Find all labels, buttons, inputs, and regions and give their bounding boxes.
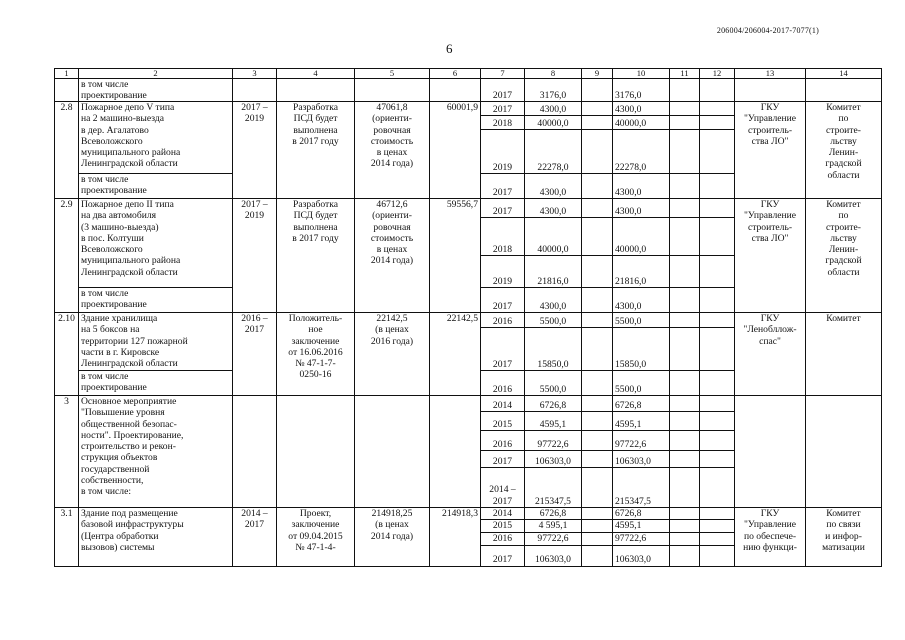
amount-c11: [670, 396, 700, 412]
column-number: 6: [430, 69, 481, 79]
amount-c12: [700, 451, 735, 468]
item-number: [55, 79, 79, 102]
amount-c11: [670, 545, 700, 566]
amount-total: 4300,0: [525, 174, 582, 199]
year-cell: 2017: [481, 174, 525, 199]
amount-c11: [670, 130, 700, 174]
amount-c11: [670, 174, 700, 199]
amount-c12: [700, 174, 735, 199]
amount-c10: 22278,0: [613, 130, 670, 174]
amount-c10: 4300,0: [613, 199, 670, 218]
amount-c10: 97722,6: [613, 431, 670, 451]
amount-c10: 4300,0: [613, 102, 670, 116]
year-cell: 2017: [481, 199, 525, 218]
year-cell: 2017: [481, 545, 525, 566]
column-number: 7: [481, 69, 525, 79]
amount-c11: [670, 520, 700, 532]
column-number: 4: [277, 69, 355, 79]
column-number: 5: [355, 69, 430, 79]
amount-c11: [670, 328, 700, 371]
amount-c9: [582, 313, 613, 328]
amount-c9: [582, 199, 613, 218]
item-name: Основное мероприятие "Повышение уровня общественной безопас- ности". Проектирование, строительство и рекон- струкция объектов государственной собственности, в том числе:: [79, 396, 233, 508]
amount-c11: [670, 412, 700, 431]
project-document: Положитель- ное заключение от 16.06.2016 № 47-1-7- 0250-16: [277, 313, 355, 396]
amount-total: 15850,0: [525, 328, 582, 371]
amount-c10: 4300,0: [613, 174, 670, 199]
amount-c9: [582, 130, 613, 174]
amount-c10: 5500,0: [613, 313, 670, 328]
estimated-cost: 46712,6 (ориенти- ровочная стоимость в ценах 2014 года): [355, 199, 430, 313]
year-cell: 2018: [481, 116, 525, 130]
amount-c11: [670, 508, 700, 520]
amount-c12: [700, 396, 735, 412]
executor: ГКУ "Управление строитель- ства ЛО": [735, 199, 806, 313]
column-number: 8: [525, 69, 582, 79]
item-name: в том числе проектирование: [79, 79, 233, 102]
amount-total: 4595,1: [525, 412, 582, 431]
amount-total: 40000,0: [525, 116, 582, 130]
year-cell: 2017: [481, 102, 525, 116]
amount-c11: [670, 256, 700, 288]
amount-c11: [670, 532, 700, 545]
amount-c11: [670, 468, 700, 508]
amount-c9: [582, 79, 613, 102]
amount-c12: [700, 371, 735, 396]
amount-c12: [700, 412, 735, 431]
estimated-cost: 22142,5 (в ценах 2016 года): [355, 313, 430, 396]
amount-c10: 40000,0: [613, 218, 670, 256]
amount-total: 106303,0: [525, 545, 582, 566]
amount-c9: [582, 116, 613, 130]
amount-total: 4 595,1: [525, 520, 582, 532]
responsible-body: Комитет: [806, 313, 882, 396]
item-number: 3.1: [55, 508, 79, 567]
amount-c10: 4595,1: [613, 520, 670, 532]
program-table: [54, 68, 882, 567]
subitem-label: в том числе проектирование: [79, 288, 233, 313]
amount-total: 4300,0: [525, 199, 582, 218]
year-cell: 2014: [481, 508, 525, 520]
amount-c9: [582, 431, 613, 451]
amount-total: 22278,0: [525, 130, 582, 174]
column-number: 13: [735, 69, 806, 79]
cost-current-prices: 22142,5: [430, 313, 481, 396]
amount-c12: [700, 545, 735, 566]
column-number: 3: [233, 69, 277, 79]
amount-total: 40000,0: [525, 218, 582, 256]
period: 2016 – 2017: [233, 313, 277, 396]
amount-total: 21816,0: [525, 256, 582, 288]
responsible: [806, 79, 882, 102]
table-row: [55, 313, 882, 328]
amount-c11: [670, 451, 700, 468]
amount-c9: [582, 102, 613, 116]
cost-current-prices: [430, 396, 481, 508]
project-document: Разработка ПСД будет выполнена в 2017 году: [277, 102, 355, 199]
amount-c10: 6726,8: [613, 508, 670, 520]
amount-c9: [582, 174, 613, 199]
amount-c12: [700, 508, 735, 520]
amount-total: 5500,0: [525, 313, 582, 328]
year-cell: 2017: [481, 288, 525, 313]
responsible-body: [806, 396, 882, 508]
amount-total: 3176,0: [525, 79, 582, 102]
amount-c12: [700, 313, 735, 328]
year-cell: 2015: [481, 520, 525, 532]
amount-c12: [700, 218, 735, 256]
project-document: Разработка ПСД будет выполнена в 2017 году: [277, 199, 355, 313]
amount-c9: [582, 451, 613, 468]
amount-c11: [670, 218, 700, 256]
amount-c12: [700, 532, 735, 545]
year-cell: 2014 – 2017: [481, 468, 525, 508]
executor: [735, 79, 806, 102]
amount-total: 4300,0: [525, 288, 582, 313]
amount-c10: 6726,8: [613, 396, 670, 412]
amount-c12: [700, 288, 735, 313]
subitem-label: в том числе проектирование: [79, 174, 233, 199]
column-number: 2: [79, 69, 233, 79]
item-name: Пожарное депо V типа на 2 машино-выезда в дер. Агалатово Всеволожского муниципального района Ленинградской области: [79, 102, 233, 174]
cost-current: [430, 79, 481, 102]
table-row: [55, 102, 882, 116]
estimated-cost: 47061,8 (ориенти- ровочная стоимость в ценах 2014 года): [355, 102, 430, 199]
table-row: [55, 199, 882, 218]
amount-c9: [582, 371, 613, 396]
year-cell: 2016: [481, 532, 525, 545]
project-document: Проект, заключение от 09.04.2015 № 47-1-4-: [277, 508, 355, 567]
table-row: [55, 396, 882, 412]
page-number: 6: [446, 41, 453, 56]
year-cell: 2015: [481, 412, 525, 431]
amount-c9: [582, 468, 613, 508]
year-cell: 2016: [481, 313, 525, 328]
period: 2017 – 2019: [233, 199, 277, 313]
item-name: Пожарное депо II типа на два автомобиля (3 машино-выезда) в пос. Колтуши Всеволожского муниципального района Ленинградской области: [79, 199, 233, 288]
responsible-body: Комитет по связи и инфор- матизации: [806, 508, 882, 567]
amount-c9: [582, 532, 613, 545]
document: [277, 79, 355, 102]
amount-c10: 15850,0: [613, 328, 670, 371]
amount-total: 5500,0: [525, 371, 582, 396]
amount-c10: 106303,0: [613, 451, 670, 468]
amount-c10: 4300,0: [613, 288, 670, 313]
amount-total: 97722,6: [525, 431, 582, 451]
amount-c9: [582, 218, 613, 256]
amount-c9: [582, 508, 613, 520]
column-number: 11: [670, 69, 700, 79]
period: 2017 – 2019: [233, 102, 277, 199]
year-cell: 2019: [481, 130, 525, 174]
amount-c9: [582, 328, 613, 371]
subitem-label: в том числе проектирование: [79, 371, 233, 396]
amount-c11: [670, 371, 700, 396]
amount-c11: [670, 79, 700, 102]
amount-c12: [700, 328, 735, 371]
period: [233, 396, 277, 508]
column-number: 9: [582, 69, 613, 79]
amount-c10: 97722,6: [613, 532, 670, 545]
estimated-cost: [355, 396, 430, 508]
amount-c9: [582, 396, 613, 412]
cost-current-prices: 59556,7: [430, 199, 481, 313]
item-number: 2.10: [55, 313, 79, 396]
project-document: [277, 396, 355, 508]
amount-c11: [670, 199, 700, 218]
amount-c12: [700, 130, 735, 174]
amount-c11: [670, 313, 700, 328]
column-number: 14: [806, 69, 882, 79]
item-name: Здание хранилища на 5 боксов на территории 127 пожарной части в г. Кировске Ленинградской области: [79, 313, 233, 371]
amount-c10: 40000,0: [613, 116, 670, 130]
item-name: Здание под размещение базовой инфраструктуры (Центра обработки вызовов) системы: [79, 508, 233, 567]
responsible-body: Комитет по строите- льству Ленин- градской области: [806, 102, 882, 199]
executor: ГКУ "Ленобллож- спас": [735, 313, 806, 396]
cost: [355, 79, 430, 102]
amount-c12: [700, 468, 735, 508]
period: 2014 – 2017: [233, 508, 277, 567]
amount-c10: 21816,0: [613, 256, 670, 288]
amount-c10: 215347,5: [613, 468, 670, 508]
amount-c12: [700, 520, 735, 532]
year-cell: 2017: [481, 79, 525, 102]
column-numbers-row: [55, 69, 882, 79]
amount-total: 106303,0: [525, 451, 582, 468]
amount-c9: [582, 256, 613, 288]
amount-c10: 4595,1: [613, 412, 670, 431]
amount-c9: [582, 545, 613, 566]
item-number: 3: [55, 396, 79, 508]
amount-c12: [700, 199, 735, 218]
year-cell: 2018: [481, 218, 525, 256]
amount-total: 4300,0: [525, 102, 582, 116]
item-number: 2.9: [55, 199, 79, 313]
executor: ГКУ "Управление по обеспече- нию функци-: [735, 508, 806, 567]
year-cell: 2016: [481, 431, 525, 451]
amount-c11: [670, 102, 700, 116]
table-row: [55, 79, 882, 102]
amount-c12: [700, 116, 735, 130]
amount-c12: [700, 256, 735, 288]
amount-c10: 106303,0: [613, 545, 670, 566]
table-row: [55, 508, 882, 520]
column-number: 12: [700, 69, 735, 79]
responsible-body: Комитет по строите- льству Ленин- градской области: [806, 199, 882, 313]
amount-c12: [700, 431, 735, 451]
amount-total: 97722,6: [525, 532, 582, 545]
amount-c12: [700, 79, 735, 102]
column-number: 10: [613, 69, 670, 79]
estimated-cost: 214918,25 (в ценах 2014 года): [355, 508, 430, 567]
year-cell: 2014: [481, 396, 525, 412]
year-cell: 2016: [481, 371, 525, 396]
period: [233, 79, 277, 102]
cost-current-prices: 214918,3: [430, 508, 481, 567]
cost-current-prices: 60001,9: [430, 102, 481, 199]
amount-c12: [700, 102, 735, 116]
amount-total: 6726,8: [525, 508, 582, 520]
document-id: 206004/206004-2017-7077(1): [716, 26, 819, 35]
amount-c11: [670, 116, 700, 130]
year-cell: 2017: [481, 451, 525, 468]
executor: [735, 396, 806, 508]
year-cell: 2019: [481, 256, 525, 288]
year-cell: 2017: [481, 328, 525, 371]
amount-c10: 5500,0: [613, 371, 670, 396]
amount-c9: [582, 520, 613, 532]
amount-total: 6726,8: [525, 396, 582, 412]
amount-total: 215347,5: [525, 468, 582, 508]
column-number: 1: [55, 69, 79, 79]
item-number: 2.8: [55, 102, 79, 199]
amount-c10: 3176,0: [613, 79, 670, 102]
amount-c11: [670, 288, 700, 313]
executor: ГКУ "Управление строитель- ства ЛО": [735, 102, 806, 199]
amount-c11: [670, 431, 700, 451]
amount-c9: [582, 412, 613, 431]
amount-c9: [582, 288, 613, 313]
